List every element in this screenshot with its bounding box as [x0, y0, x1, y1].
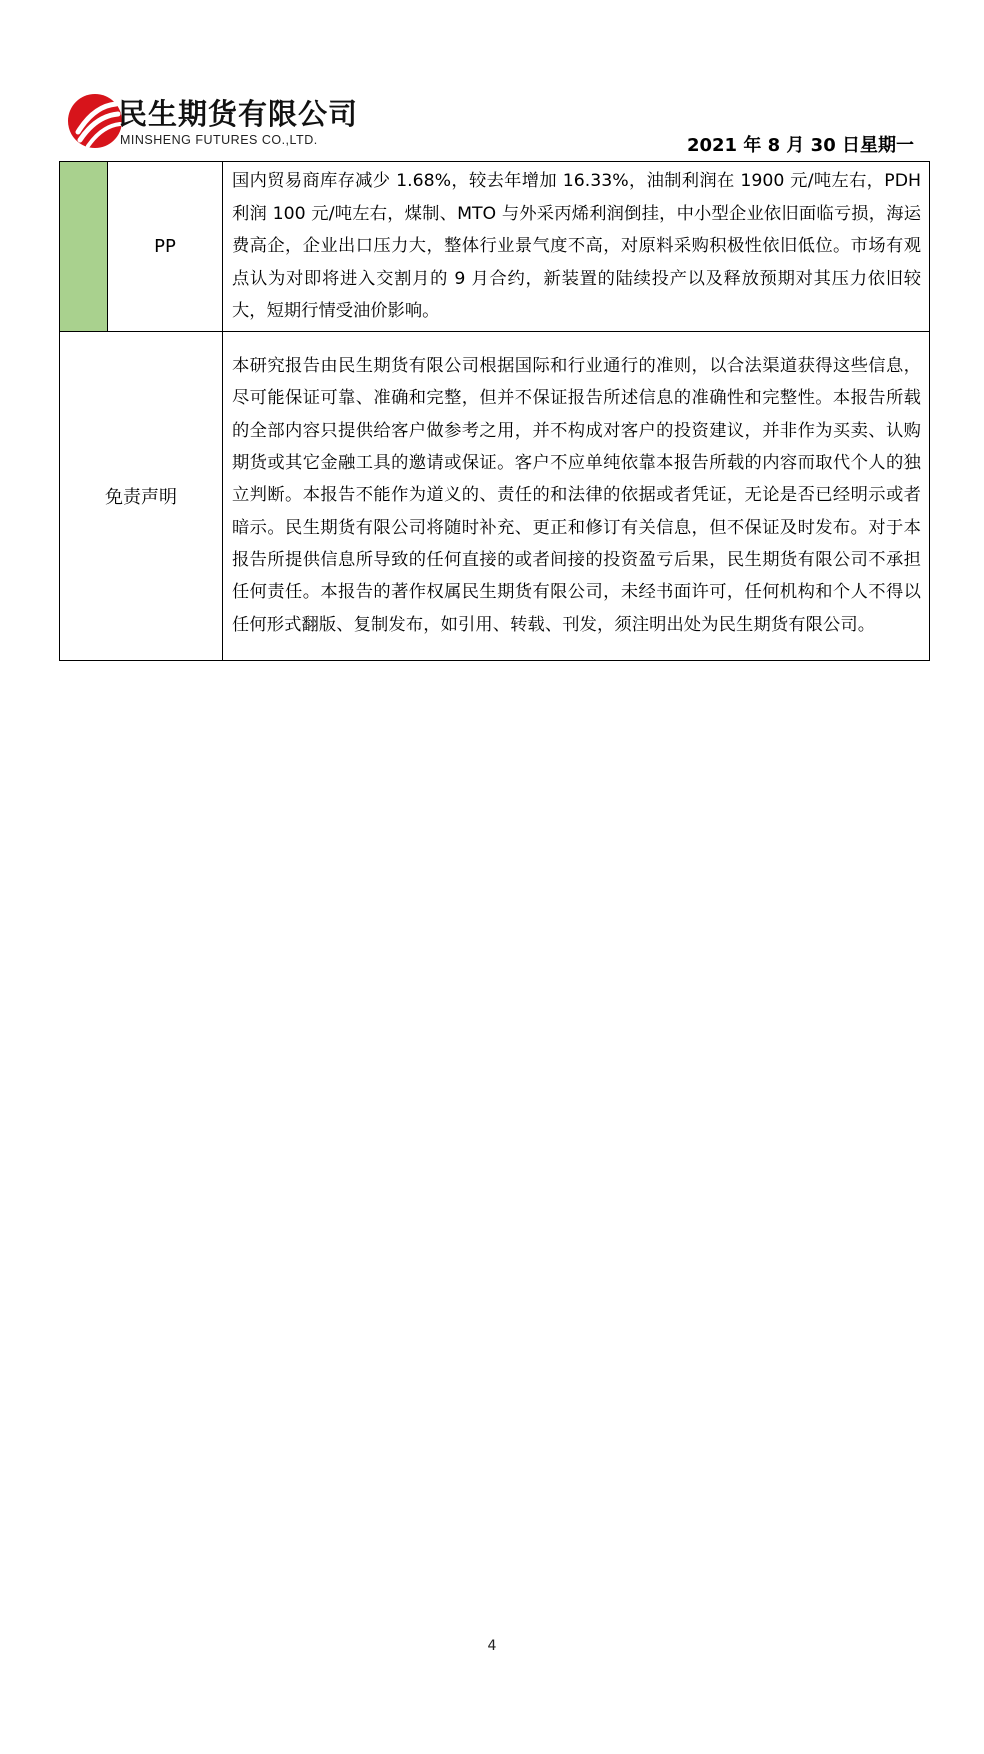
minsheng-logo-icon — [66, 92, 124, 150]
product-name-cell: PP — [108, 162, 223, 332]
page-number: 4 — [487, 1638, 497, 1654]
product-commentary-cell: 国内贸易商库存减少 1.68%，较去年增加 16.33%，油制利润在 1900 元/吨左右，PDH 利润 100 元/吨左右，煤制、MTO 与外采丙烯利润倒挂，中小型企业依旧面临亏损，海运费高企，企业出口压力大，整体行业景气度不高，对原料采购积极性依旧低位。市场有观点认为对即将进入交割月的 9 月合约，新装置的陆续投产以及释放预期对其压力依旧较大，短期行情受油价影响。 — [223, 162, 930, 332]
table-row-pp — [60, 162, 930, 332]
disclaimer-label: 免责声明 — [60, 331, 223, 660]
commentary-table — [59, 161, 930, 661]
report-date: 2021 年 8 月 30 日星期一 — [686, 135, 914, 156]
company-logo — [66, 90, 359, 152]
company-name-en: MINSHENG FUTURES CO.,LTD. — [120, 133, 318, 147]
category-color-cell — [60, 162, 108, 332]
company-name-cn: 民生期货有限公司 — [118, 97, 359, 131]
disclaimer-text: 本研究报告由民生期货有限公司根据国际和行业通行的准则，以合法渠道获得这些信息，尽可能保证可靠、准确和完整，但并不保证报告所述信息的准确性和完整性。本报告所载的全部内容只提供给客户做参考之用，并不构成对客户的投资建议，并非作为买卖、认购期货或其它金融工具的邀请或保证。客户不应单纯依靠本报告所载的内容而取代个人的独立判断。本报告不能作为道义的、责任的和法律的依据或者凭证，无论是否已经明示或者暗示。民生期货有限公司将随时补充、更正和修订有关信息，但不保证及时发布。对于本报告所提供信息所导致的任何直接的或者间接的投资盈亏后果，民生期货有限公司不承担任何责任。本报告的著作权属民生期货有限公司，未经书面许可，任何机构和个人不得以任何形式翻版、复制发布，如引用、转载、刊发，须注明出处为民生期货有限公司。 — [223, 331, 930, 660]
table-row-disclaimer — [60, 331, 930, 660]
